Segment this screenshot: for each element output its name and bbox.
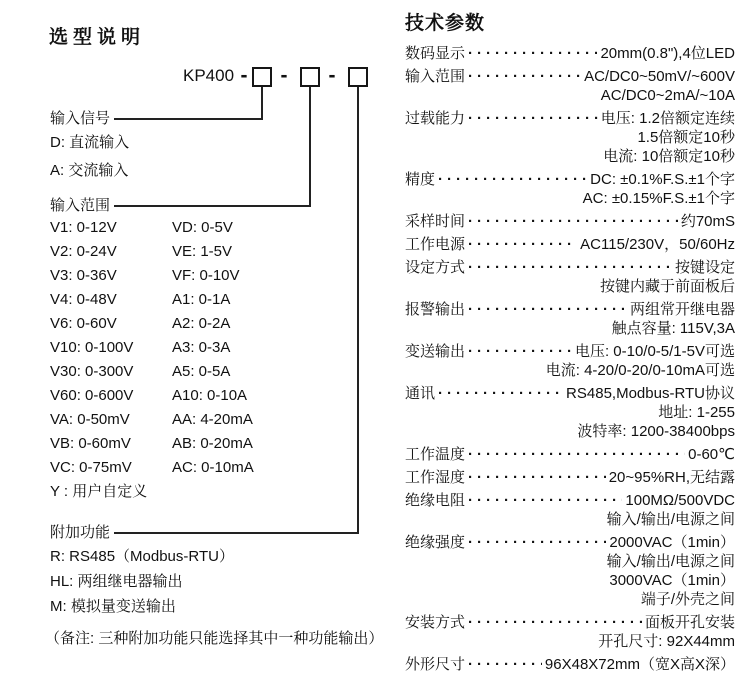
additional-function-label: 附加功能: [50, 524, 114, 542]
dot-leader: [468, 533, 606, 552]
dot-leader: [468, 44, 597, 63]
tech-param-row: [405, 235, 735, 254]
param-extra-line: 按键内藏于前面板后: [599, 278, 735, 295]
input-range-cell: Y : 用户自定义: [50, 483, 148, 500]
input-range-cell: V1: 0-12V: [50, 219, 117, 236]
param-extra-line: 输入/输出/电源之间: [606, 553, 735, 570]
dot-leader: [468, 342, 572, 361]
tech-param: [405, 109, 735, 166]
param-value: 电压: 0-10/0-5/1-5V可选: [574, 343, 735, 360]
param-value: 2000VAC（1min）: [609, 534, 735, 551]
additional-function-options: [50, 544, 234, 619]
tech-param-row: [405, 44, 735, 63]
param-value: RS485,Modbus-RTU协议: [566, 385, 735, 402]
dot-leader: [468, 491, 622, 510]
input-range-cell: V10: 0-100V: [50, 339, 134, 356]
dot-leader: [468, 300, 627, 319]
param-value: 约70mS: [680, 213, 735, 230]
model-slot-box-input-range: [300, 67, 320, 87]
dot-leader: [468, 212, 678, 231]
tech-param: [405, 384, 735, 441]
tech-param-row: [405, 491, 735, 510]
tech-param-row: [405, 384, 735, 403]
param-value: 20~95%RH,无结露: [608, 469, 735, 486]
note-text: （备注: 三种附加功能只能选择其中一种功能输出）: [45, 630, 384, 647]
input-signal-option: A: 交流输入: [50, 162, 129, 179]
param-extra-line: AC/DC0~2mA/~10A: [600, 87, 735, 104]
tech-param-row: [405, 300, 735, 319]
input-range-cell: VC: 0-75mV: [50, 459, 132, 476]
input-range-cell: V60: 0-600V: [50, 387, 134, 404]
tech-param-row: [405, 445, 735, 464]
param-extra-line: 电流: 4-20/0-20/0-10mA可选: [545, 362, 735, 379]
param-label: 设定方式: [405, 259, 466, 276]
tech-param-row: [405, 342, 735, 361]
param-label: 绝缘强度: [405, 534, 466, 551]
param-extra-line: 开孔尺寸: 92X44mm: [598, 633, 735, 650]
param-label: 外形尺寸: [405, 656, 466, 673]
input-range-label: 输入范围: [50, 197, 114, 215]
param-extra-line: 1.5倍额定10秒: [637, 129, 735, 146]
dot-leader: [438, 170, 587, 189]
input-range-row: [50, 432, 254, 456]
input-range-row: [50, 408, 254, 432]
input-signal-option: D: 直流输入: [50, 134, 130, 151]
tech-param: [405, 44, 735, 63]
dot-leader: [468, 235, 577, 254]
input-range-cell: VF: 0-10V: [172, 267, 240, 284]
connector-line-input-range-vertical: [309, 87, 311, 207]
param-value: DC: ±0.1%F.S.±1个字: [590, 171, 735, 188]
input-range-table: [50, 216, 254, 504]
param-value: 按键设定: [674, 259, 735, 276]
tech-param-row: [405, 533, 735, 552]
tech-param: [405, 613, 735, 651]
param-extra-line: 触点容量: 115V,3A: [611, 320, 735, 337]
input-range-cell: AA: 4-20mA: [172, 411, 253, 428]
param-label: 工作温度: [405, 446, 466, 463]
dot-leader: [468, 613, 642, 632]
model-slot-box-additional: [348, 67, 368, 87]
input-range-cell: A2: 0-2A: [172, 315, 231, 332]
input-range-cell: V4: 0-48V: [50, 291, 117, 308]
param-value: 20mm(0.8"),4位LED: [600, 45, 735, 62]
input-range-row: [50, 480, 254, 504]
tech-param-row: [405, 109, 735, 128]
input-range-cell: V3: 0-36V: [50, 267, 117, 284]
connector-line-input-range-horizontal: [113, 205, 311, 207]
model-code-prefix: KP400: [183, 66, 235, 85]
param-label: 过载能力: [405, 110, 466, 127]
param-label: 报警输出: [405, 301, 466, 318]
input-range-row: [50, 264, 254, 288]
param-label: 采样时间: [405, 213, 466, 230]
param-label: 绝缘电阻: [405, 492, 466, 509]
input-range-row: [50, 288, 254, 312]
param-value: 96X48X72mm（宽X高X深）: [544, 656, 735, 673]
tech-param-row: [405, 212, 735, 231]
selection-guide-title: 选型说明: [49, 27, 146, 48]
param-value: 电压: 1.2倍额定连续: [600, 110, 735, 127]
tech-param: [405, 533, 735, 609]
param-label: 工作电源: [405, 236, 466, 253]
param-label: 输入范围: [405, 68, 466, 85]
tech-param-row: [405, 655, 735, 674]
dot-leader: [438, 384, 563, 403]
tech-param: [405, 468, 735, 487]
param-value: 面板开孔安装: [644, 614, 735, 631]
tech-param-row: [405, 170, 735, 189]
additional-function-option: R: RS485（Modbus-RTU）: [50, 548, 234, 565]
param-value: 0-60℃: [688, 446, 735, 463]
input-range-cell: V2: 0-24V: [50, 243, 117, 260]
dot-leader: [468, 445, 685, 464]
input-range-row: [50, 312, 254, 336]
param-value: AC/DC0~50mV/~600V: [584, 68, 735, 85]
param-value: AC115/230V，50/60Hz: [580, 236, 735, 253]
additional-function-option: HL: 两组继电器输出: [50, 573, 183, 590]
input-range-cell: VE: 1-5V: [172, 243, 233, 260]
input-range-row: [50, 384, 254, 408]
model-separator-dash: -: [280, 64, 288, 87]
param-extra-line: 输入/输出/电源之间: [606, 511, 735, 528]
param-value: 两组常开继电器: [629, 301, 735, 318]
param-extra-line: 波特率: 1200-38400bps: [577, 423, 735, 440]
param-label: 精度: [405, 171, 436, 188]
input-range-cell: VB: 0-60mV: [50, 435, 131, 452]
param-label: 变送输出: [405, 343, 466, 360]
param-extra-line: 端子/外壳之间: [640, 591, 735, 608]
input-range-cell: VD: 0-5V: [172, 219, 233, 236]
connector-line-additional-horizontal: [111, 532, 359, 534]
tech-param: [405, 235, 735, 254]
tech-param: [405, 342, 735, 380]
tech-param: [405, 170, 735, 208]
input-range-row: [50, 336, 254, 360]
tech-param-row: [405, 258, 735, 277]
input-range-cell: A1: 0-1A: [172, 291, 231, 308]
connector-line-input-signal-vertical: [261, 87, 263, 120]
tech-param-row: [405, 67, 735, 86]
dot-leader: [468, 67, 581, 86]
param-label: 数码显示: [405, 45, 466, 62]
dot-leader: [468, 109, 598, 128]
model-separator-dash: -: [328, 64, 336, 87]
param-extra-line: 3000VAC（1min）: [609, 572, 735, 589]
input-range-cell: AC: 0-10mA: [172, 459, 254, 476]
input-range-cell: AB: 0-20mA: [172, 435, 253, 452]
input-range-cell: VA: 0-50mV: [50, 411, 130, 428]
tech-params-list: [405, 44, 735, 674]
param-value: 100MΩ/500VDC: [625, 492, 735, 509]
connector-line-input-signal-horizontal: [112, 118, 263, 120]
input-range-cell: A3: 0-3A: [172, 339, 231, 356]
tech-param: [405, 258, 735, 296]
param-extra-line: 地址: 1-255: [658, 404, 735, 421]
param-label: 工作湿度: [405, 469, 466, 486]
param-label: 安装方式: [405, 614, 466, 631]
input-range-row: [50, 456, 254, 480]
additional-function-option: M: 模拟量变送输出: [50, 598, 176, 615]
tech-param-row: [405, 468, 735, 487]
tech-param: [405, 491, 735, 529]
input-range-cell: V30: 0-300V: [50, 363, 134, 380]
tech-params-section: [405, 8, 735, 678]
model-separator-dash: -: [240, 64, 248, 87]
input-range-cell: V6: 0-60V: [50, 315, 117, 332]
input-range-row: [50, 360, 254, 384]
input-range-row: [50, 240, 254, 264]
connector-line-additional-vertical: [357, 87, 359, 534]
input-signal-label: 输入信号: [50, 110, 114, 128]
dot-leader: [468, 258, 672, 277]
tech-param: [405, 300, 735, 338]
input-range-row: [50, 216, 254, 240]
param-extra-line: 电流: 10倍额定10秒: [603, 148, 735, 165]
model-slot-box-input-signal: [252, 67, 272, 87]
param-extra-line: AC: ±0.15%F.S.±1个字: [582, 190, 735, 207]
dot-leader: [468, 655, 542, 674]
tech-param-row: [405, 613, 735, 632]
tech-param: [405, 445, 735, 464]
dot-leader: [468, 468, 606, 487]
param-label: 通讯: [405, 385, 436, 402]
tech-params-title: 技术参数: [405, 13, 486, 34]
input-range-cell: A5: 0-5A: [172, 363, 231, 380]
tech-param: [405, 655, 735, 674]
tech-param: [405, 67, 735, 105]
input-signal-options: [50, 129, 129, 185]
tech-param: [405, 212, 735, 231]
input-range-cell: A10: 0-10A: [172, 387, 248, 404]
